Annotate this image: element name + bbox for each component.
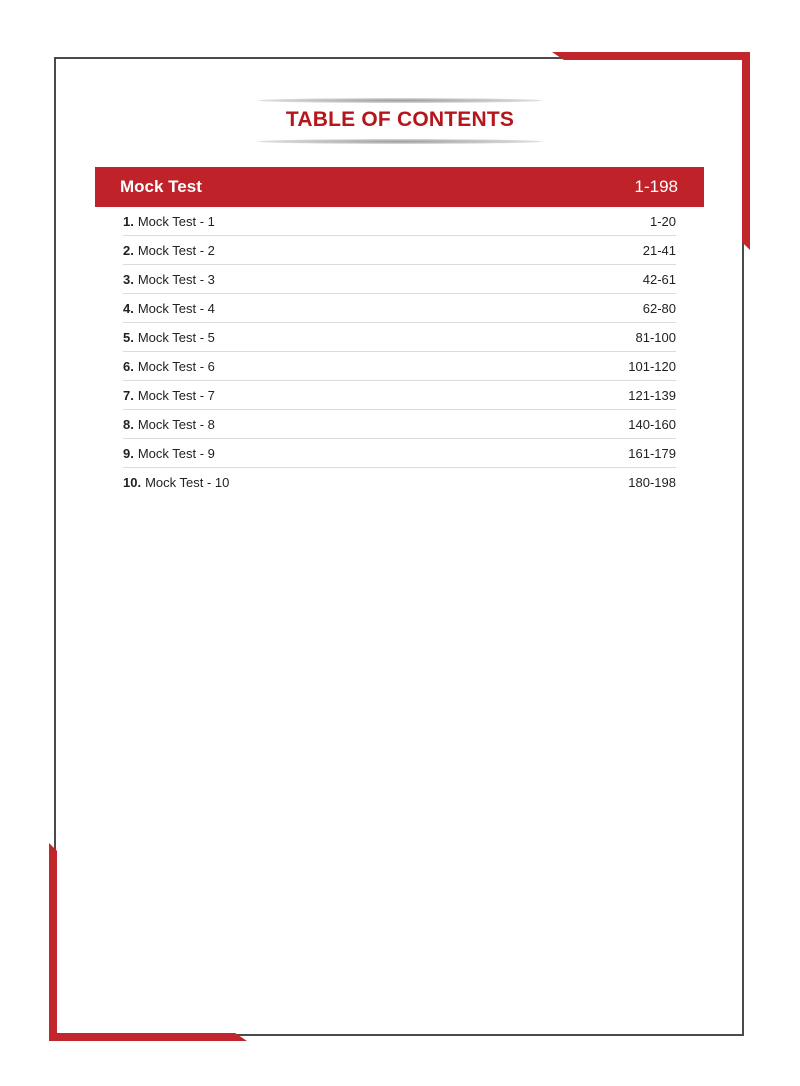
toc-entry-title: Mock Test - 9	[137, 445, 215, 461]
toc-entry-label	[123, 243, 215, 258]
toc-entry-number: 8.	[123, 416, 134, 432]
toc-entry[interactable]	[123, 381, 676, 410]
toc-entry-title: Mock Test - 4	[137, 300, 215, 316]
toc-entry-title: Mock Test - 1	[137, 213, 215, 229]
toc-entry-label	[123, 359, 215, 374]
toc-entry-pages: 121-139	[628, 387, 676, 403]
toc-entry-pages: 140-160	[628, 416, 676, 432]
toc-entry-number: 2.	[123, 242, 134, 258]
toc-entry-pages: 180-198	[628, 475, 676, 490]
toc-entry-number: 9.	[123, 445, 134, 461]
toc-entry-title: Mock Test - 6	[137, 358, 215, 374]
toc-entry-label	[123, 417, 215, 432]
section-page-range: 1-198	[634, 177, 678, 196]
corner-accent-bottom-left-vertical	[49, 843, 57, 1041]
toc-entry-title: Mock Test - 3	[137, 271, 215, 287]
corner-accent-top-right-horizontal	[552, 52, 750, 60]
toc-list	[123, 207, 676, 497]
toc-entry-title: Mock Test - 2	[137, 242, 215, 258]
page-title: TABLE OF CONTENTS	[285, 108, 515, 131]
toc-entry[interactable]	[123, 410, 676, 439]
toc-entry-pages: 62-80	[642, 300, 676, 316]
toc-entry[interactable]	[123, 439, 676, 468]
toc-entry[interactable]	[123, 352, 676, 381]
toc-entry-label	[123, 214, 215, 229]
toc-entry-pages: 21-41	[642, 242, 676, 258]
title-divider-bottom	[258, 139, 542, 144]
toc-entry-title: Mock Test - 10	[145, 475, 230, 490]
toc-entry[interactable]	[123, 323, 676, 352]
toc-entry-label	[123, 330, 215, 345]
toc-entry-pages: 1-20	[649, 213, 676, 229]
toc-entry[interactable]	[123, 294, 676, 323]
toc-entry-pages: 101-120	[628, 358, 676, 374]
title-divider-top	[258, 98, 542, 103]
toc-entry-label	[123, 301, 215, 316]
toc-entry-title: Mock Test - 8	[137, 416, 215, 432]
toc-entry[interactable]	[123, 207, 676, 236]
section-title: Mock Test	[120, 177, 202, 196]
toc-entry-label	[123, 272, 215, 287]
toc-entry-label	[123, 475, 229, 490]
toc-entry-number: 4.	[123, 300, 134, 316]
toc-entry-title: Mock Test - 5	[137, 329, 215, 345]
corner-accent-top-right-vertical	[742, 52, 750, 250]
toc-entry-pages: 161-179	[628, 445, 676, 461]
toc-entry-number: 6.	[123, 358, 134, 374]
toc-entry-label	[123, 388, 215, 403]
corner-accent-bottom-left-horizontal	[49, 1033, 247, 1041]
toc-entry-number: 1.	[123, 213, 134, 229]
section-header[interactable]	[95, 167, 704, 207]
toc-entry-title: Mock Test - 7	[137, 387, 215, 403]
toc-entry-number: 3.	[123, 271, 134, 287]
toc-entry[interactable]	[123, 236, 676, 265]
toc-entry-number: 10.	[123, 475, 142, 490]
toc-entry[interactable]	[123, 265, 676, 294]
toc-entry-number: 5.	[123, 329, 134, 345]
toc-entry-number: 7.	[123, 387, 134, 403]
toc-entry-label	[123, 446, 215, 461]
toc-entry-pages: 42-61	[642, 271, 676, 287]
page-title-block	[258, 98, 542, 146]
toc-entry-pages: 81-100	[635, 329, 676, 345]
toc-entry[interactable]	[123, 468, 676, 497]
